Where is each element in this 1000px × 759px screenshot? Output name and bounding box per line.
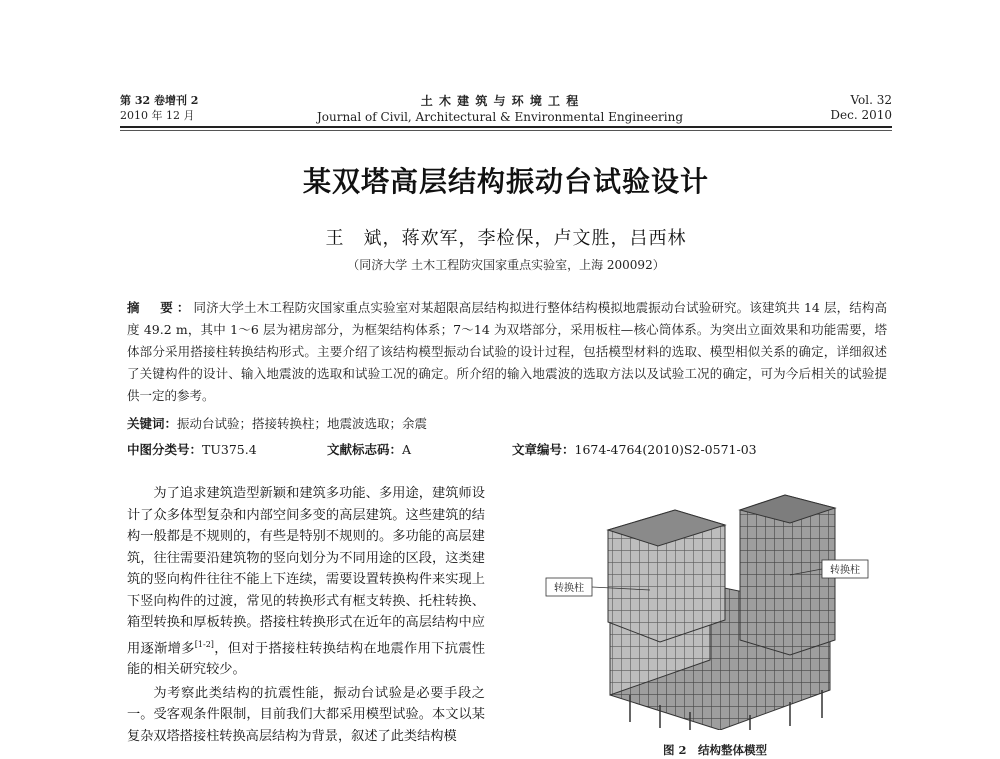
abstract-label: 摘 要： <box>127 300 194 315</box>
article-number-label: 文章编号： <box>512 442 575 457</box>
citation-ref: [1-2] <box>194 639 214 649</box>
doc-code-label: 文献标志码： <box>327 442 403 457</box>
keywords-label: 关键词： <box>127 416 178 431</box>
keywords <box>127 414 887 434</box>
affiliation: （同济大学 土木工程防灾国家重点实验室，上海 200092） <box>347 258 665 272</box>
header-journal <box>300 93 700 125</box>
keywords-text: 振动台试验；搭接转换柱；地震波选取；余震 <box>177 416 428 431</box>
structure-model-image <box>540 490 890 730</box>
clc-label: 中图分类号： <box>127 442 203 457</box>
header-rule <box>120 126 892 128</box>
article-number-value: 1674-4764(2010)S2-0571-03 <box>574 442 757 457</box>
body-text <box>127 483 485 749</box>
clc-value: TU375.4 <box>202 442 257 457</box>
paragraph-2: 为考察此类结构的抗震性能，振动台试验是必要手段之一。受客观条件限制，目前我们大都采用模型试验。本文以某复杂双塔搭接柱转换高层结构为背景，叙述了此类结构模 <box>127 685 485 744</box>
header-volume-cn <box>120 93 198 123</box>
figure-caption: 图 2 结构整体模型 <box>662 743 767 757</box>
volume-cn: 第 32 卷增刊 2 <box>120 94 199 107</box>
paragraph-1 <box>127 483 485 681</box>
abstract <box>127 297 887 407</box>
abstract-text: 同济大学土木工程防灾国家重点实验室对某超限高层结构拟进行整体结构模拟地震振动台试验研究。该建筑共 14 层，结构高度 49.2 m，其中 1～6 层为裙房部分，为框架结构体系；7～14 为双塔部分，采用板柱—核心筒体系。为突出立面效果和功能需要，塔体部分采用搭接柱转换结构形式。主要介绍了该结构模型振动台试验的设计过程，包括模型材料的选取、模型相似关系的确定，详细叙述了关键构件的设计、输入地震波的选取和试验工况的确定。所介绍的输入地震波的选取方法以及试验工况的确定，可为今后相关的试验提供一定的参考。 <box>127 300 887 403</box>
paragraph-1-tail: ，但对于搭接柱转换结构在地震作用下抗震性能的相关研究较少。 <box>127 640 486 678</box>
journal-title-en: Journal of Civil, Architectural & Environmental Engineering <box>316 110 684 124</box>
paper-title: 某双塔高层结构振动台试验设计 <box>302 165 709 198</box>
label-transfer-column-right: 转换柱 <box>830 565 860 576</box>
authors: 王 斌，蒋欢军，李检保，卢文胜，吕西林 <box>325 228 687 249</box>
journal-title-cn: 土 木 建 筑 与 环 境 工 程 <box>420 94 580 108</box>
classification-line <box>127 440 887 460</box>
date-cn: 2010 年 12 月 <box>120 109 195 122</box>
structure-model-figure <box>540 490 890 730</box>
header-volume-en <box>780 93 892 123</box>
doc-code-value: A <box>402 442 412 457</box>
paragraph-1-text: 为了追求建筑造型新颖和建筑多功能、多用途，建筑师设计了众多体型复杂和内部空间多变的高层建筑。这些建筑的结构一般都是不规则的，有些是特别不规则的。多功能的高层建筑，往往需要沿建筑物的竖向划分为不同用途的区段，这类建筑的竖向构件往往不能上下连续，需要设置转换构件来实现上下竖向构件的过渡，常见的转换形式有框支转换、托柱转换、箱型转换和厚板转换。搭接柱转换形式在近年的高层结构中应用逐渐增多 <box>127 486 485 656</box>
volume-en: Vol. 32 <box>850 93 892 107</box>
date-en: Dec. 2010 <box>830 108 892 122</box>
label-transfer-column-left: 转换柱 <box>554 583 584 594</box>
header-rule-thin <box>120 130 892 131</box>
